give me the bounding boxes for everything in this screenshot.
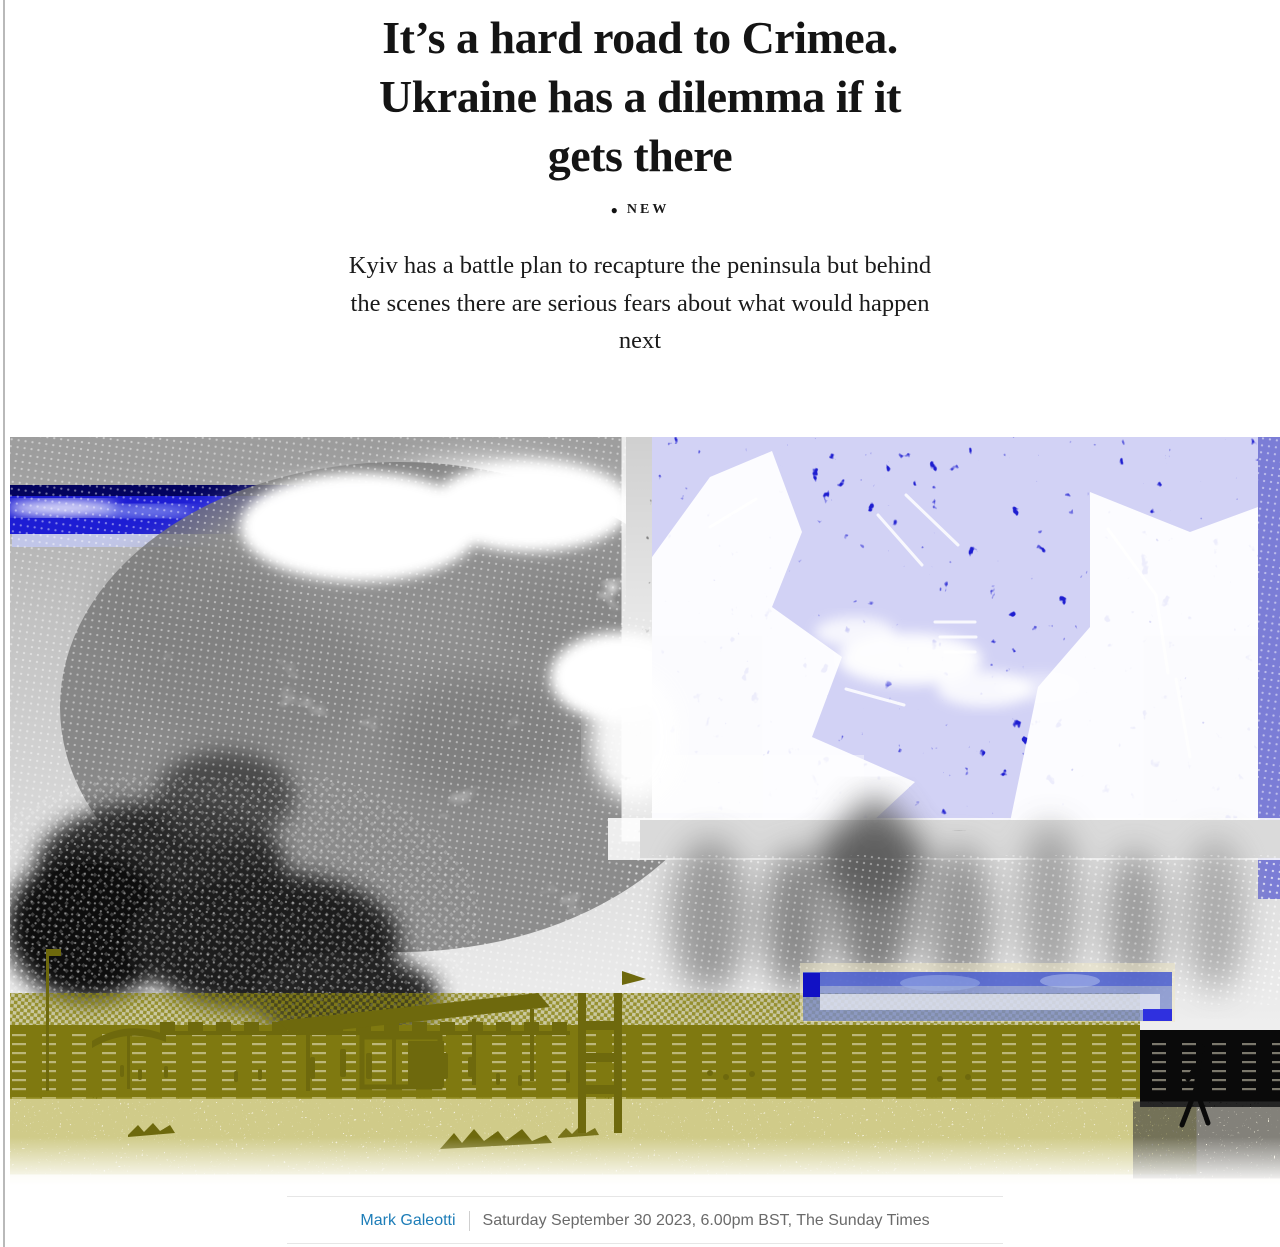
standfirst [0,247,1280,360]
satellite-pale-overlay [652,755,864,813]
byline-divider [469,1211,470,1231]
satellite-map [626,437,1260,827]
publish-date: Saturday September 30 2023, 6.00pm BST, The Sunday Times [482,1212,930,1229]
new-flag-bullet: ● [610,203,618,217]
new-flag-label: NEW [626,202,670,217]
new-flag [0,202,1280,218]
headline-line-1: It’s a hard road to Crimea. [382,12,898,63]
headline-line-2: Ukraine has a dilemma if it [379,71,901,122]
headline-line-3: gets there [547,130,733,181]
hero-collage-image [10,437,1280,1185]
page-title [0,8,1280,185]
standfirst-line-3: next [618,327,662,354]
byline-bottom-rule [287,1243,1003,1244]
byline [287,1205,1003,1237]
author-link[interactable]: Mark Galeotti [360,1212,456,1229]
hero-collage-svg [10,437,1280,1185]
page-left-border [3,0,5,1247]
standfirst-line-1: Kyiv has a battle plan to recapture the peninsula but behind [348,252,932,279]
overlay-bar-bottom [800,963,1175,1022]
standfirst-line-2: the scenes there are serious fears about what would happen [350,289,930,317]
byline-top-rule [287,1196,1003,1197]
